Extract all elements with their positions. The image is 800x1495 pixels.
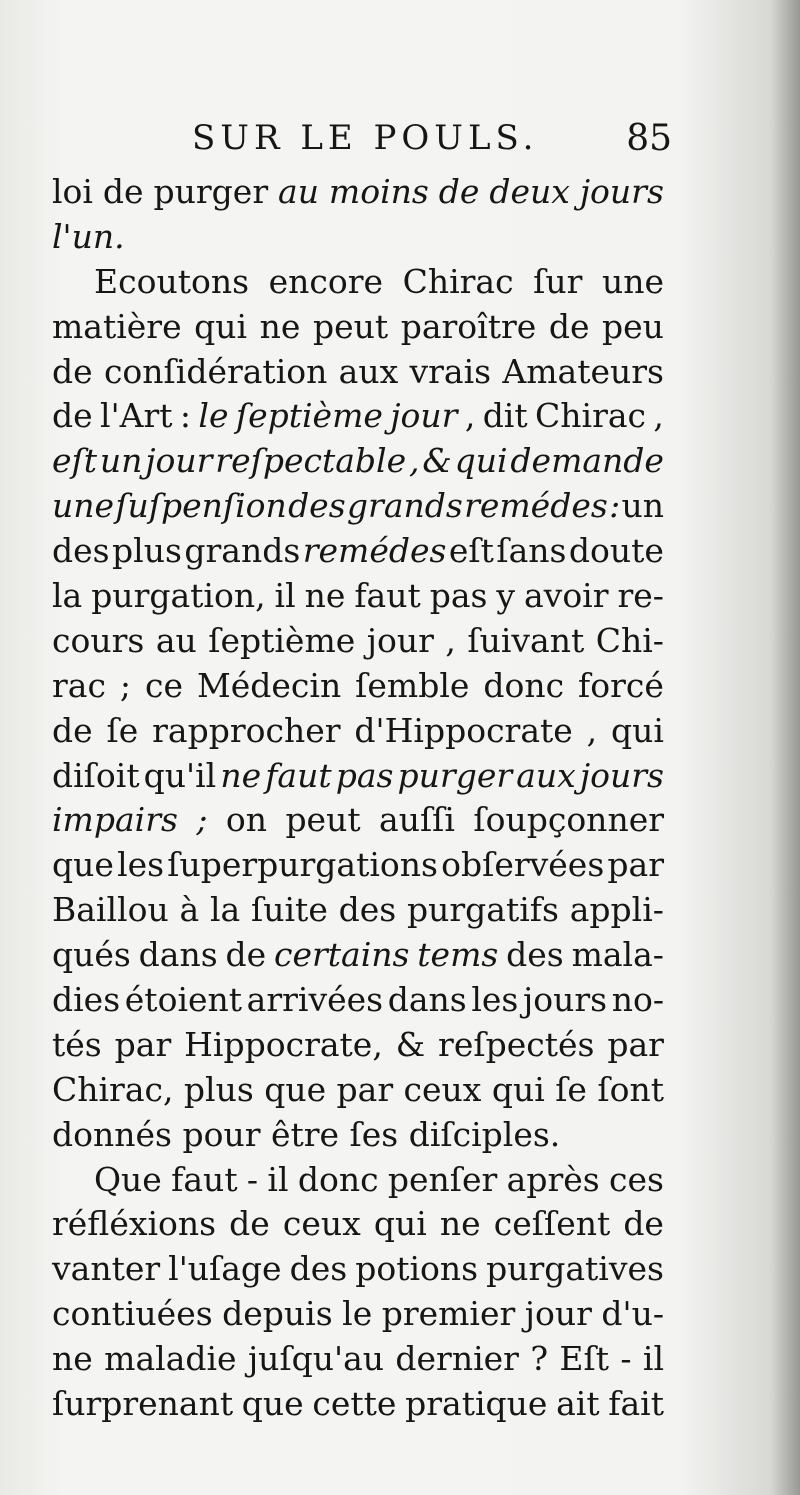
- italic-word: faut: [265, 755, 332, 795]
- word: des: [338, 890, 397, 930]
- word: ne: [52, 1339, 93, 1379]
- text-line: [52, 888, 664, 933]
- word: pratique: [405, 1384, 548, 1424]
- word: Eſt: [559, 1339, 609, 1379]
- word: d'Hippocrate: [354, 710, 573, 750]
- italic-word: remédes: [464, 486, 608, 526]
- word: ſe: [555, 1069, 587, 1109]
- word: ſur: [533, 261, 583, 301]
- word: par: [114, 1024, 172, 1064]
- word: un: [621, 486, 664, 526]
- word: jour: [524, 1294, 592, 1334]
- word: donc: [483, 665, 565, 705]
- word: de: [52, 710, 93, 750]
- word: dans: [387, 980, 467, 1020]
- text-line: [52, 798, 664, 843]
- word: les: [471, 980, 519, 1020]
- word: auſſi: [379, 800, 455, 840]
- text-line: [52, 1113, 664, 1158]
- word: contiuées: [52, 1294, 213, 1334]
- text-line: [52, 394, 664, 439]
- word: encore: [268, 261, 384, 301]
- word: obſervées: [441, 845, 605, 885]
- italic-word: tems: [417, 935, 499, 975]
- word: le: [342, 1294, 373, 1334]
- text-line: [52, 1023, 664, 1068]
- word: ,: [464, 396, 476, 436]
- word: à: [179, 890, 200, 930]
- word: paroître: [400, 306, 537, 346]
- word: purger: [153, 172, 269, 211]
- italic-word: ſeptième: [235, 396, 383, 436]
- italic-word: remédes: [302, 531, 447, 571]
- word: rac: [52, 665, 106, 705]
- word: par: [336, 1069, 394, 1109]
- word: loi: [52, 172, 93, 211]
- text-line: [52, 439, 664, 484]
- italic-word: ;: [196, 800, 208, 840]
- word: ſurprenant: [52, 1384, 234, 1424]
- text-line: [52, 709, 664, 754]
- italic-text: l'un.: [52, 216, 125, 256]
- word: faut: [171, 1159, 238, 1199]
- word: arrivées: [246, 980, 384, 1020]
- word: ſuivant: [467, 620, 585, 660]
- italic-word: grands: [346, 486, 463, 526]
- word: donc: [297, 1159, 379, 1199]
- word: rapprocher: [152, 710, 341, 750]
- text-line: [52, 1202, 664, 1247]
- word: doute: [568, 531, 664, 571]
- word: cours: [52, 620, 145, 660]
- word: ſans: [496, 531, 567, 571]
- word: des: [506, 935, 564, 975]
- word: de: [225, 935, 267, 975]
- roman-text: donnés pour être ſes diſciples.: [52, 1114, 561, 1154]
- word: il: [642, 1339, 664, 1379]
- text-line: [52, 664, 664, 709]
- word: que: [241, 1384, 304, 1424]
- italic-word: eſt: [52, 441, 98, 481]
- word: ne: [439, 1204, 481, 1244]
- word: pas: [429, 576, 488, 616]
- word: qués: [52, 935, 131, 975]
- text-line: [52, 170, 664, 215]
- word: vrais: [409, 351, 492, 391]
- word: ſoupçonner: [473, 800, 664, 840]
- word: purgatifs: [407, 890, 559, 930]
- word: dies: [52, 980, 121, 1020]
- word: tés: [52, 1024, 102, 1064]
- word: ce: [144, 665, 183, 705]
- italic-word: pas: [335, 755, 394, 795]
- word: de: [52, 396, 93, 436]
- word: ſuperpurgations: [167, 845, 438, 885]
- word: grands: [184, 531, 301, 571]
- text-line: [52, 1158, 664, 1203]
- word: Chirac,: [52, 1069, 174, 1109]
- word: au: [155, 620, 197, 660]
- italic-word: qui: [454, 441, 508, 481]
- word: ?: [530, 1339, 549, 1379]
- word: les: [117, 845, 165, 885]
- word: y: [496, 576, 516, 616]
- text-line: [52, 484, 664, 529]
- word: après: [506, 1159, 600, 1199]
- word: de: [623, 1204, 664, 1244]
- word: maladie: [104, 1339, 237, 1379]
- page-number: 85: [626, 118, 672, 159]
- text-line: [52, 754, 664, 799]
- word: de: [229, 1204, 270, 1244]
- word: Amateurs: [502, 351, 664, 391]
- word: premier: [381, 1294, 516, 1334]
- word: potions: [355, 1249, 479, 1289]
- text-line: [52, 350, 664, 395]
- word: Que: [94, 1159, 162, 1199]
- word: il: [267, 1159, 289, 1199]
- word: réfléxions: [52, 1204, 217, 1244]
- text-line: [52, 933, 664, 978]
- word: ait: [556, 1384, 600, 1424]
- italic-word: un: [99, 441, 143, 481]
- word: mala-: [571, 935, 664, 975]
- italic-word: le: [198, 396, 229, 436]
- word: la: [210, 890, 241, 930]
- word: il: [274, 576, 296, 616]
- italic-word: demande: [510, 441, 664, 481]
- word: des: [289, 1249, 348, 1289]
- word: peut: [313, 306, 389, 346]
- text-line: [52, 1068, 664, 1113]
- italic-word: jours: [579, 755, 664, 795]
- word: qui: [611, 710, 664, 750]
- word: dernier: [395, 1339, 519, 1379]
- word: Baillou: [52, 890, 169, 930]
- italic-word: &: [422, 441, 452, 481]
- italic-word: jour: [145, 441, 213, 481]
- italic-word: deux: [489, 172, 570, 211]
- italic-word: au: [278, 172, 319, 211]
- word: ne: [304, 576, 346, 616]
- italic-word: certains: [273, 935, 410, 975]
- italic-word: ne: [220, 755, 262, 795]
- text-line: [52, 574, 664, 619]
- word: Chi-: [595, 620, 664, 660]
- word: Chirac: [402, 261, 514, 301]
- word: de: [102, 172, 144, 211]
- word: qu'il: [143, 755, 217, 795]
- word: penſer: [387, 1159, 498, 1199]
- word: re-: [617, 576, 664, 616]
- word: de: [52, 351, 93, 391]
- italic-word: reſpectable: [215, 441, 407, 481]
- word: cette: [312, 1384, 397, 1424]
- word: dit: [482, 396, 528, 436]
- word: on: [225, 800, 268, 840]
- italic-word: aux: [516, 755, 576, 795]
- text-line: [52, 619, 664, 664]
- word: étoient: [124, 980, 243, 1020]
- text-line: [52, 215, 664, 260]
- word: ſuite: [251, 890, 328, 930]
- word: juſqu'au: [247, 1339, 385, 1379]
- word: no-: [611, 980, 664, 1020]
- text-line: [52, 1337, 664, 1382]
- word: ne: [259, 306, 301, 346]
- text-line: [52, 305, 664, 350]
- word: ,: [586, 710, 598, 750]
- word: faut: [354, 576, 421, 616]
- text-line: [52, 1292, 664, 1337]
- word: l'Art: [100, 396, 173, 436]
- word: ,: [445, 620, 456, 660]
- text-line: [52, 1382, 664, 1427]
- word: l'uſage: [168, 1249, 282, 1289]
- word: vanter: [52, 1249, 161, 1289]
- word: qui: [194, 306, 248, 346]
- word: dans: [138, 935, 218, 975]
- word: matière: [52, 306, 182, 346]
- italic-word: jour: [390, 396, 458, 436]
- word: ;: [119, 665, 132, 705]
- italic-word: de: [438, 172, 480, 211]
- word: peu: [602, 306, 664, 346]
- word: ſeptième: [208, 620, 356, 660]
- word: ,: [653, 396, 664, 436]
- word: aux: [338, 351, 399, 391]
- word: avoir: [524, 576, 609, 616]
- italic-word: une: [52, 486, 115, 526]
- word: qui: [491, 1069, 545, 1109]
- body-text: [52, 170, 664, 1427]
- word: par: [607, 1024, 664, 1064]
- word: Médecin: [196, 665, 342, 705]
- word: ſemble: [355, 665, 470, 705]
- text-line: [52, 978, 664, 1023]
- word: purgation,: [91, 576, 266, 616]
- word: que: [52, 845, 114, 885]
- word: ſont: [597, 1069, 664, 1109]
- word: que: [264, 1069, 327, 1109]
- italic-word: ,: [408, 441, 420, 481]
- word: :: [179, 396, 192, 436]
- italic-word: ſuſpenſion: [115, 486, 287, 526]
- text-line: [52, 1247, 664, 1292]
- word: diſoit: [52, 755, 140, 795]
- word: par: [607, 845, 664, 885]
- word: d'u-: [601, 1294, 664, 1334]
- italic-word: impairs: [52, 800, 178, 840]
- word: de: [548, 306, 590, 346]
- word: Ecoutons: [94, 261, 250, 301]
- word: appli-: [569, 890, 664, 930]
- word: ces: [609, 1159, 664, 1199]
- word: des: [52, 531, 110, 571]
- word: une: [601, 261, 664, 301]
- word: plus: [183, 1069, 254, 1109]
- word: -: [246, 1159, 259, 1199]
- italic-word: des: [288, 486, 346, 526]
- word: conſidération: [103, 351, 328, 391]
- page-edge-shadow: [772, 0, 800, 1495]
- word: jours: [523, 980, 608, 1020]
- word: qui: [373, 1204, 427, 1244]
- word: &: [395, 1024, 426, 1064]
- word: Hippocrate,: [184, 1024, 383, 1064]
- running-head-title: SUR LE POULS.: [192, 118, 539, 158]
- italic-word: :: [609, 486, 621, 526]
- word: forcé: [578, 665, 664, 705]
- word: fait: [608, 1384, 664, 1424]
- word: ceux: [403, 1069, 482, 1109]
- italic-word: purger: [397, 755, 513, 795]
- word: depuis: [222, 1294, 333, 1334]
- word: reſpectés: [438, 1024, 595, 1064]
- word: ceſſent: [493, 1204, 611, 1244]
- word: jour: [366, 620, 434, 660]
- text-line: [52, 843, 664, 888]
- word: peut: [285, 800, 361, 840]
- word: Chirac: [535, 396, 647, 436]
- word: -: [620, 1339, 632, 1379]
- word: ſe: [106, 710, 139, 750]
- word: ceux: [282, 1204, 361, 1244]
- word: eſt: [448, 531, 494, 571]
- text-line: [52, 529, 664, 574]
- running-head: [52, 118, 672, 168]
- word: plus: [112, 531, 182, 571]
- italic-word: moins: [328, 172, 429, 211]
- word: la: [52, 576, 83, 616]
- word: purgatives: [486, 1249, 664, 1289]
- italic-word: jours: [579, 172, 664, 211]
- text-line: [52, 260, 664, 305]
